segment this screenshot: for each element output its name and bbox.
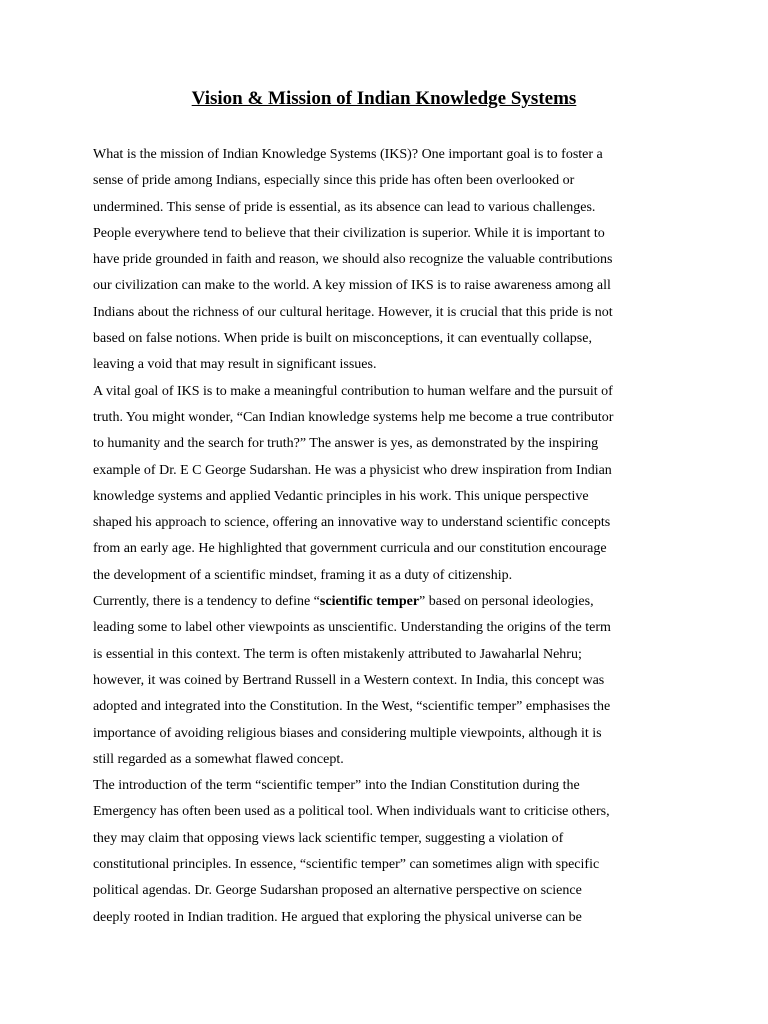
text-line: knowledge systems and applied Vedantic principles in his work. This unique perspective xyxy=(93,488,589,504)
text-line: A vital goal of IKS is to make a meaningful contribution to human welfare and the pursuit of xyxy=(93,383,613,399)
text-line: from an early age. He highlighted that government curricula and our constitution encourage xyxy=(93,541,607,557)
text-line: is essential in this context. The term is often mistakenly attributed to Jawaharlal Nehru; xyxy=(93,646,582,662)
text-line: our civilization can make to the world. A key mission of IKS is to raise awareness among all xyxy=(93,278,611,294)
text-line: shaped his approach to science, offering an innovative way to understand scientific concepts xyxy=(93,515,611,531)
text-line: adopted and integrated into the Constitution. In the West, “scientific temper” emphasises the xyxy=(93,699,611,715)
text-line: have pride grounded in faith and reason, we should also recognize the valuable contributions xyxy=(93,252,613,268)
text-line: sense of pride among Indians, especially since this pride has often been overlooked or xyxy=(93,173,575,189)
text-line: The introduction of the term “scientific temper” into the Indian Constitution during the xyxy=(93,778,580,794)
paragraph-1 xyxy=(93,142,628,379)
text-line: What is the mission of Indian Knowledge Systems (IKS)? One important goal is to foster a xyxy=(93,147,603,162)
text-line: leading some to label other viewpoints as unscientific. Understanding the origins of the term xyxy=(93,620,611,636)
text-line: based on false notions. When pride is built on misconceptions, it can eventually collapse, xyxy=(93,331,592,347)
text-line xyxy=(93,589,628,615)
paragraph-2 xyxy=(93,379,628,589)
text-line: People everywhere tend to believe that their civilization is superior. While it is important to xyxy=(93,225,605,241)
text-line: leaving a void that may result in significant issues. xyxy=(93,357,377,373)
text-line: importance of avoiding religious biases and considering multiple viewpoints, although it is xyxy=(93,725,602,741)
paragraph-4 xyxy=(93,773,628,931)
bold-term: scientific temper xyxy=(319,594,420,610)
text-line: however, it was coined by Bertrand Russell in a Western context. In India, this concept was xyxy=(93,672,605,688)
page-title: Vision & Mission of Indian Knowledge Systems xyxy=(191,88,577,109)
text-line: the development of a scientific mindset, framing it as a duty of citizenship. xyxy=(93,567,513,583)
text-line: they may claim that opposing views lack scientific temper, suggesting a violation of xyxy=(93,830,564,846)
text-line: political agendas. Dr. George Sudarshan proposed an alternative perspective on science xyxy=(93,883,582,899)
text-line: Indians about the richness of our cultural heritage. However, it is crucial that this pride is not xyxy=(93,304,613,320)
document-body xyxy=(93,142,628,931)
text-line: truth. You might wonder, “Can Indian knowledge systems help me become a true contributor xyxy=(93,409,614,425)
text-run: Currently, there is a tendency to define “ xyxy=(93,594,320,610)
text-line: to humanity and the search for truth?” The answer is yes, as demonstrated by the inspiring xyxy=(93,436,599,452)
text-run: ” based on personal ideologies, xyxy=(419,594,594,610)
text-line: constitutional principles. In essence, “scientific temper” can sometimes align with specific xyxy=(93,857,600,873)
text-line: still regarded as a somewhat flawed concept. xyxy=(93,751,344,767)
text-line: undermined. This sense of pride is essential, as its absence can lead to various challenges. xyxy=(93,199,596,215)
text-line: Emergency has often been used as a political tool. When individuals want to criticise others, xyxy=(93,804,610,820)
paragraph-3 xyxy=(93,589,628,773)
text-line: deeply rooted in Indian tradition. He argued that exploring the physical universe can be xyxy=(93,909,582,925)
text-line: example of Dr. E C George Sudarshan. He was a physicist who drew inspiration from Indian xyxy=(93,462,612,478)
